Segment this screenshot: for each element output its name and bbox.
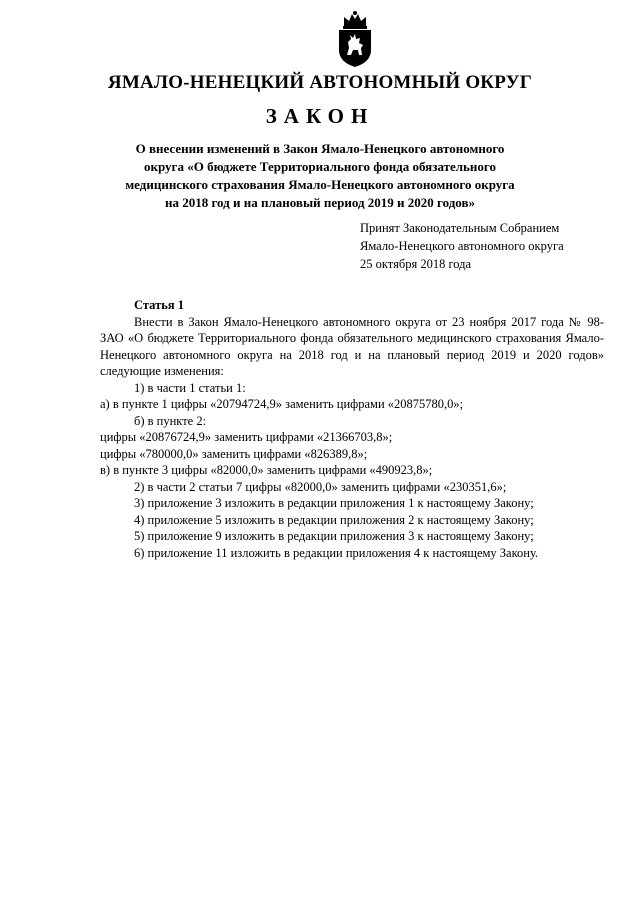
- list-item: 3) приложение 3 изложить в редакции приложения 1 к настоящему Закону;: [134, 496, 534, 510]
- list-item: 1) в части 1 статьи 1:: [134, 380, 246, 395]
- article-intro: Внести в Закон Ямало-Ненецкого автономного округа от 23 ноября 2017 года № 98-ЗАО «О бюджете Территориального фонда обязательного медицинского страхования Ямало-Ненецкого автономного округа на 2018 год и на плановый период 2019 и 2020 годов» следующие изменения:: [100, 314, 604, 378]
- law-title-line: О внесении изменений в Закон Ямало-Ненецкого автономного: [135, 141, 505, 156]
- article-title: Статья 1: [134, 298, 184, 312]
- list-item: цифры «780000,0» заменить цифрами «826389,8»;: [100, 446, 368, 461]
- list-item: цифры «20876724,9» заменить цифрами «21366703,8»;: [100, 430, 393, 444]
- law-title: [100, 140, 540, 212]
- law-title-line: округа «О бюджете Территориального фонда обязательного: [144, 159, 496, 174]
- document-type: ЗАКОН: [265, 104, 375, 128]
- adoption-info: [360, 219, 620, 273]
- list-item: 5) приложение 9 изложить в редакции приложения 3 к настоящему Закону;: [134, 529, 534, 543]
- coat-of-arms-emblem: [332, 10, 378, 68]
- list-item: в) в пункте 3 цифры «82000,0» заменить цифрами «490923,8»;: [100, 463, 433, 477]
- list-item: а) в пункте 1 цифры «20794724,9» заменить цифрами «20875780,0»;: [100, 397, 464, 411]
- adoption-line: Ямало-Ненецкого автономного округа: [360, 239, 564, 253]
- adoption-line: Принят Законодательным Собранием: [360, 221, 560, 235]
- law-title-line: на 2018 год и на плановый период 2019 и 2020 годов»: [164, 195, 475, 210]
- adoption-date: 25 октября 2018 года: [360, 257, 472, 271]
- list-item: б) в пункте 2:: [134, 413, 207, 428]
- list-item: 4) приложение 5 изложить в редакции приложения 2 к настоящему Закону;: [134, 512, 534, 527]
- law-title-line: медицинского страхования Ямало-Ненецкого автономного округа: [125, 177, 515, 192]
- region-name: ЯМАЛО-НЕНЕЦКИЙ АВТОНОМНЫЙ ОКРУГ: [107, 72, 533, 93]
- list-item: 2) в части 2 статьи 7 цифры «82000,0» заменить цифрами «230351,6»;: [134, 479, 507, 494]
- article-body: [100, 297, 604, 561]
- list-item: 6) приложение 11 изложить в редакции приложения 4 к настоящему Закону.: [134, 545, 539, 560]
